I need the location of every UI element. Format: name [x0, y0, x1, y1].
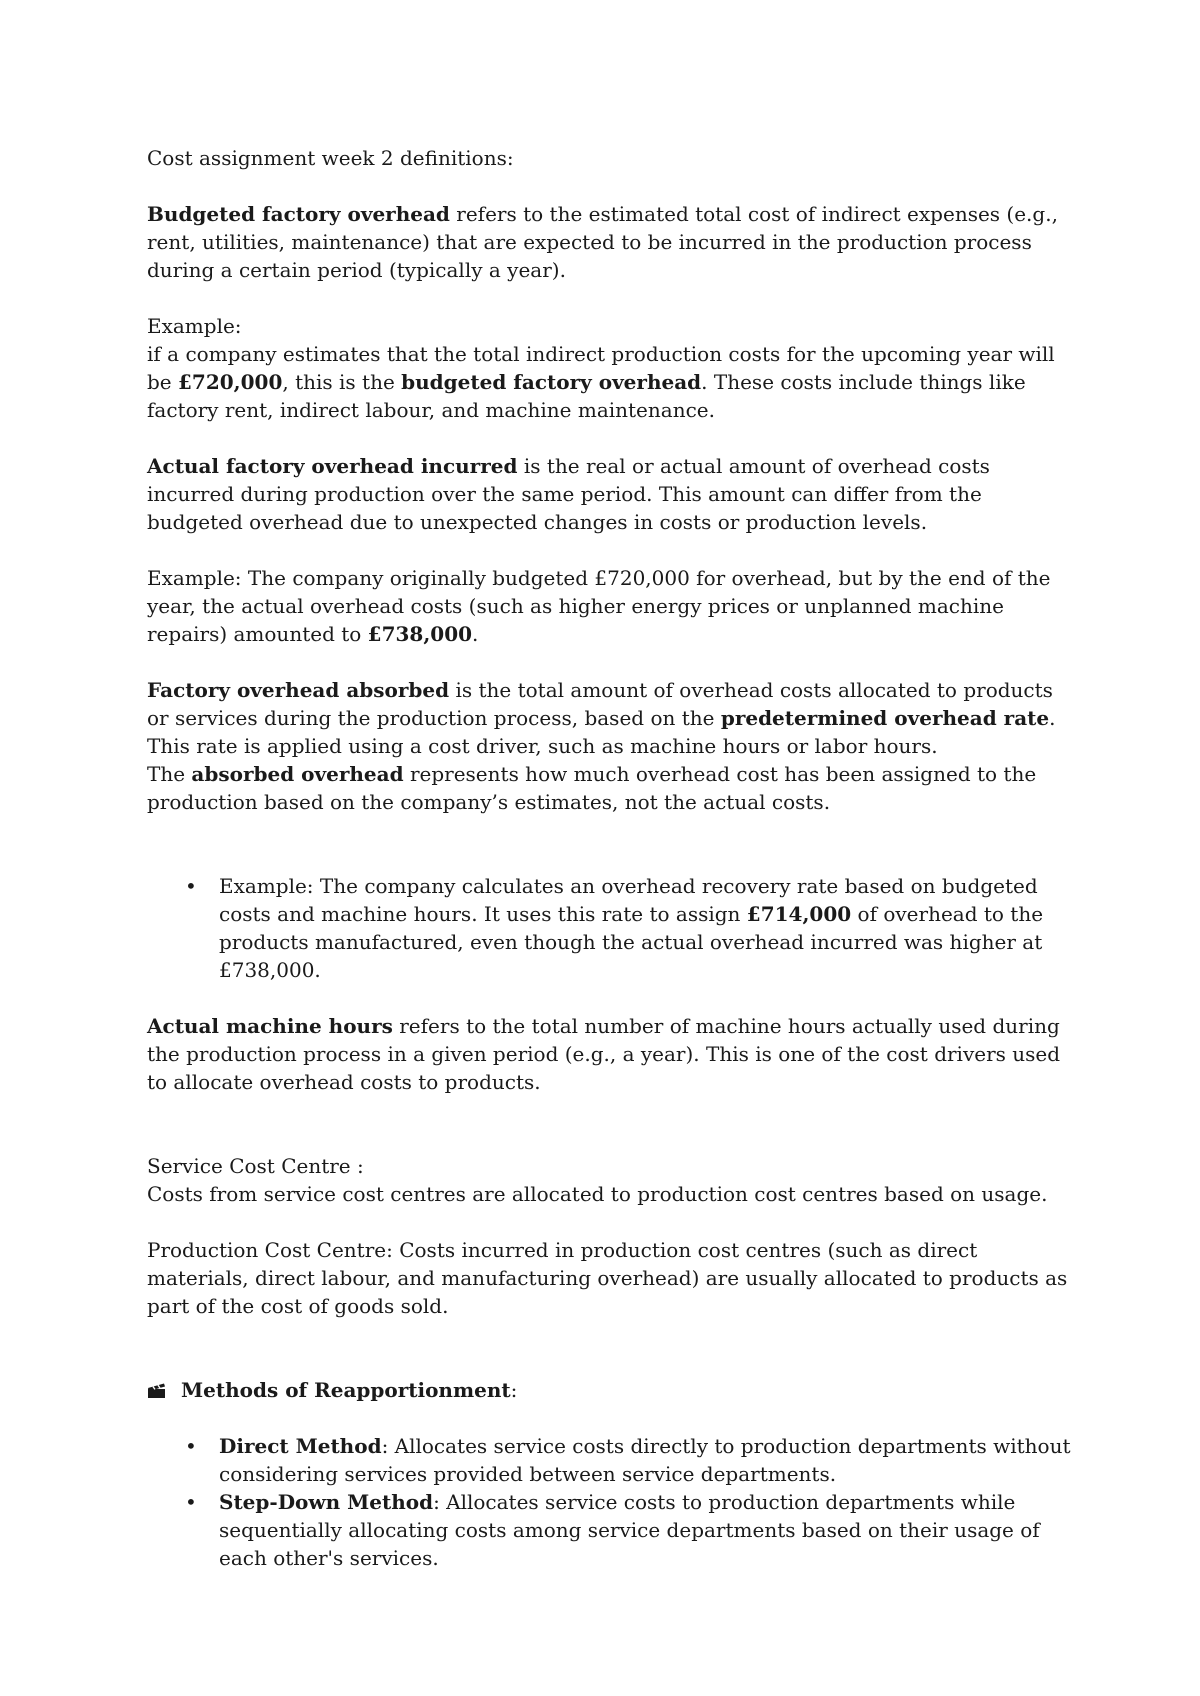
- actual-overhead-term: Actual factory overhead incurred: [147, 454, 518, 478]
- clapperboard-icon: [147, 1378, 167, 1394]
- absorbed-overhead-explanation: [147, 760, 1077, 816]
- actual-overhead-definition: [147, 452, 1077, 536]
- step-down-method-text: : Allocates service costs to production departments while sequentially allocating costs among service departments based on their usage of each other's services.: [219, 1490, 1040, 1570]
- budgeted-example-amount: £720,000: [178, 370, 283, 394]
- absorbed-text-a: is the total amount of overhead costs allocated to products or services during the production process, based on the: [147, 678, 1053, 730]
- step-down-method-term: Step-Down Method: [219, 1490, 434, 1514]
- bullet-marker: •: [185, 874, 197, 898]
- predetermined-rate-term: predetermined overhead rate: [720, 706, 1050, 730]
- document-page: [147, 144, 1077, 1572]
- bullet-marker: •: [185, 1490, 197, 1514]
- budgeted-example: [147, 340, 1077, 424]
- methods-list: [147, 1432, 1077, 1572]
- absorbed-example-text-b: of overhead to the products manufactured, even though the actual overhead incurred was higher at £738,000.: [219, 902, 1044, 982]
- budgeted-example-term: budgeted factory overhead: [401, 370, 702, 394]
- absorbed-overhead-term-2: absorbed overhead: [191, 762, 404, 786]
- budgeted-example-text-b: , this is the: [282, 370, 402, 394]
- absorbed-example-text-a: Example: The company calculates an overhead recovery rate based on budgeted costs and machine hours. It uses this rate to assign: [219, 874, 1038, 926]
- absorbed-example-amount: £714,000: [746, 902, 852, 926]
- absorbed-line2-text-b: represents how much overhead cost has been assigned to the production based on the company’s estimates, not the actual costs.: [147, 762, 1037, 814]
- absorbed-overhead-term: Factory overhead absorbed: [147, 678, 450, 702]
- service-cost-centre-text: Costs from service cost centres are allocated to production cost centres based on usage.: [147, 1182, 1048, 1206]
- direct-method-term: Direct Method: [219, 1434, 382, 1458]
- actual-example-text-b: .: [472, 622, 479, 646]
- methods-heading-colon: :: [510, 1378, 518, 1402]
- budgeted-example-text-c: . These costs include things like factory rent, indirect labour, and machine maintenance.: [147, 370, 1026, 422]
- absorbed-text-b: . This rate is applied using a cost driver, such as machine hours or labor hours.: [147, 706, 1056, 758]
- budgeted-example-text-a: if a company estimates that the total indirect production costs for the upcoming year will be: [147, 342, 1055, 394]
- absorbed-line2-text-a: The: [147, 762, 192, 786]
- actual-example-text-a: Example: The company originally budgeted £720,000 for overhead, but by the end of the year, the actual overhead costs (such as higher energy prices or unplanned machine repairs) amounted to: [147, 566, 1051, 646]
- document-title: Cost assignment week 2 definitions:: [147, 146, 514, 170]
- budgeted-overhead-term: Budgeted factory overhead: [147, 202, 450, 226]
- actual-overhead-example: [147, 564, 1077, 648]
- machine-hours-term: Actual machine hours: [147, 1014, 393, 1038]
- budgeted-example-label: Example:: [147, 314, 242, 338]
- list-item: [147, 872, 1077, 984]
- actual-overhead-text: is the real or actual amount of overhead costs incurred during production over the same period. This amount can differ from the budgeted overhead due to unexpected changes in costs or production levels.: [147, 454, 990, 534]
- machine-hours-definition: [147, 1012, 1077, 1096]
- direct-method-text: : Allocates service costs directly to production departments without considering services provided between service departments.: [219, 1434, 1071, 1486]
- methods-heading: [147, 1376, 1077, 1404]
- methods-heading-text: Methods of Reapportionment: [181, 1378, 511, 1402]
- budgeted-overhead-text: refers to the estimated total cost of indirect expenses (e.g., rent, utilities, maintenance) that are expected to be incurred in the production process during a certain period (typically a year).: [147, 202, 1058, 282]
- budgeted-overhead-definition: [147, 200, 1077, 284]
- absorbed-overhead-definition: [147, 676, 1077, 760]
- bullet-marker: •: [185, 1434, 197, 1458]
- production-cost-centre-text: Production Cost Centre: Costs incurred in production cost centres (such as direct materials, direct labour, and manufacturing overhead) are usually allocated to products as part of the cost of goods sold.: [147, 1238, 1068, 1318]
- machine-hours-text: refers to the total number of machine hours actually used during the production process in a given period (e.g., a year). This is one of the cost drivers used to allocate overhead costs to products.: [147, 1014, 1061, 1094]
- actual-example-amount: £738,000: [367, 622, 473, 646]
- list-item: [147, 1488, 1077, 1572]
- absorbed-example-list: [147, 872, 1077, 984]
- service-cost-centre-heading: Service Cost Centre :: [147, 1154, 364, 1178]
- list-item: [147, 1432, 1077, 1488]
